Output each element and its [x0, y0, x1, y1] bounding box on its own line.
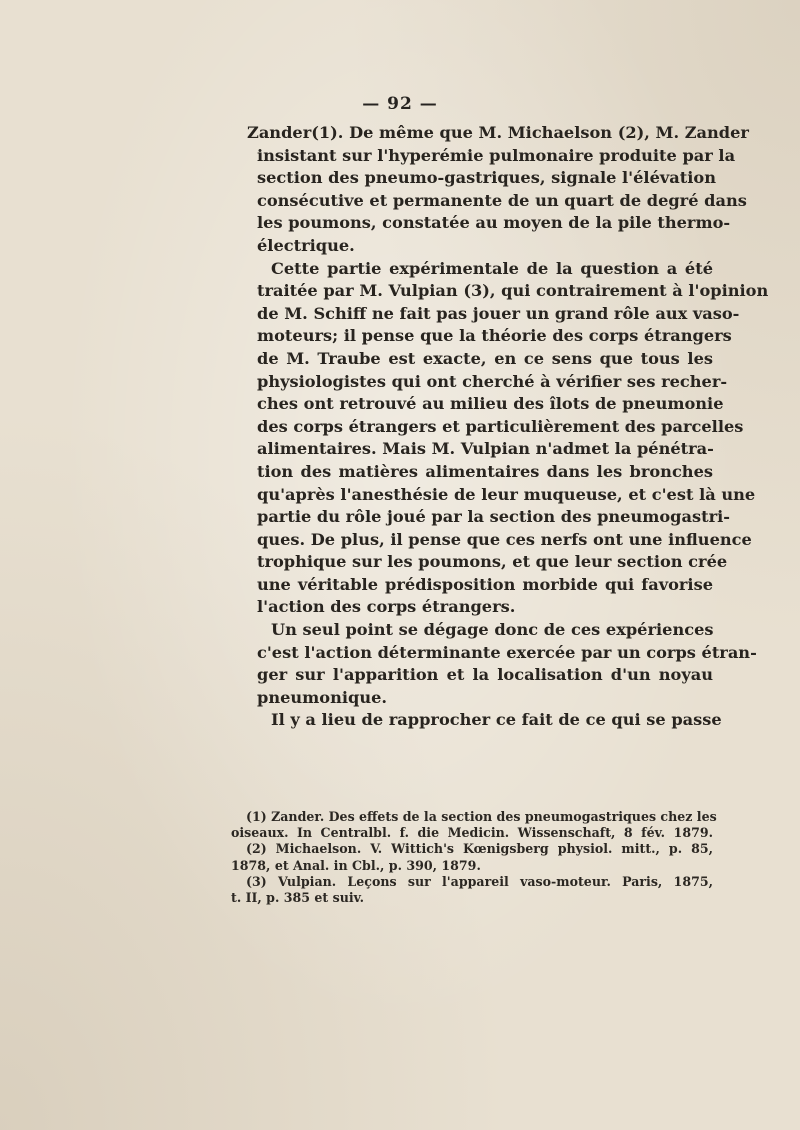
- body-line: de M. Traube est exacte, en ce sens que tous les: [257, 348, 713, 368]
- body-line: moteurs; il pense que la théorie des corps étrangers: [257, 326, 732, 346]
- footnotes: [231, 809, 717, 906]
- footnote-line: 1878, et Anal. in Cbl., p. 390, 1879.: [231, 857, 481, 873]
- body-line: une véritable prédisposition morbide qui favorise: [257, 574, 713, 594]
- body-line: partie du rôle joué par la section des pneumogastri-: [257, 507, 730, 527]
- body-text: [247, 122, 769, 732]
- body-line: alimentaires. Mais M. Vulpian n'admet la pénétra-: [257, 439, 714, 459]
- body-line: les poumons, constatée au moyen de la pile thermo-: [257, 213, 731, 233]
- body-line: de M. Schiff ne fait pas jouer un grand rôle aux vaso-: [257, 303, 740, 323]
- body-line: traitée par M. Vulpian (3), qui contrairement à l'opinion: [257, 281, 769, 301]
- body-line: l'action des corps étrangers.: [257, 597, 516, 617]
- footnote-line: (3) Vulpian. Leçons sur l'appareil vaso-moteur. Paris, 1875,: [246, 873, 713, 889]
- body-line: physiologistes qui ont cherché à vérifier ses recher-: [257, 371, 728, 391]
- body-line: insistant sur l'hyperémie pulmonaire produite par la: [257, 145, 736, 165]
- body-line: section des pneumo-gastriques, signale l'élévation: [257, 168, 716, 188]
- body-line: Cette partie expérimentale de la question a été: [271, 258, 713, 278]
- page-number: — 92 —: [362, 94, 438, 114]
- body-line: ches ont retrouvé au milieu des îlots de pneumonie: [257, 394, 724, 414]
- body-line: tion des matières alimentaires dans les bronches: [257, 461, 713, 481]
- footnote-line: (1) Zander. Des effets de la section des pneumogastriques chez les: [246, 809, 717, 824]
- body-line: qu'après l'anesthésie de leur muqueuse, et c'est là une: [257, 484, 756, 504]
- footnote-line: (2) Michaelson. V. Wittich's Kœnigsberg physiol. mitt., p. 85,: [246, 841, 713, 857]
- body-line: Il y a lieu de rapprocher ce fait de ce qui se passe: [271, 710, 722, 730]
- body-line: c'est l'action déterminante exercée par un corps étran-: [257, 642, 757, 662]
- body-line: ger sur l'apparition et la localisation d'un noyau: [257, 665, 713, 685]
- body-line: trophique sur les poumons, et que leur section crée: [257, 552, 728, 572]
- body-line: Un seul point se dégage donc de ces expériences: [271, 620, 714, 640]
- body-line: pneumonique.: [257, 687, 388, 707]
- footnote-line: t. II, p. 385 et suiv.: [231, 889, 365, 905]
- body-line: des corps étrangers et particulièrement des parcelles: [257, 416, 744, 436]
- body-line: ques. De plus, il pense que ces nerfs ont une influence: [257, 529, 752, 549]
- body-line: Zander(1). De même que M. Michaelson (2), M. Zander: [247, 123, 749, 142]
- body-line: électrique.: [257, 235, 355, 255]
- footnote-line: oiseaux. In Centralbl. f. die Medicin. Wissenschaft, 8 fév. 1879.: [231, 825, 713, 841]
- body-line: consécutive et permanente de un quart de degré dans: [257, 190, 747, 210]
